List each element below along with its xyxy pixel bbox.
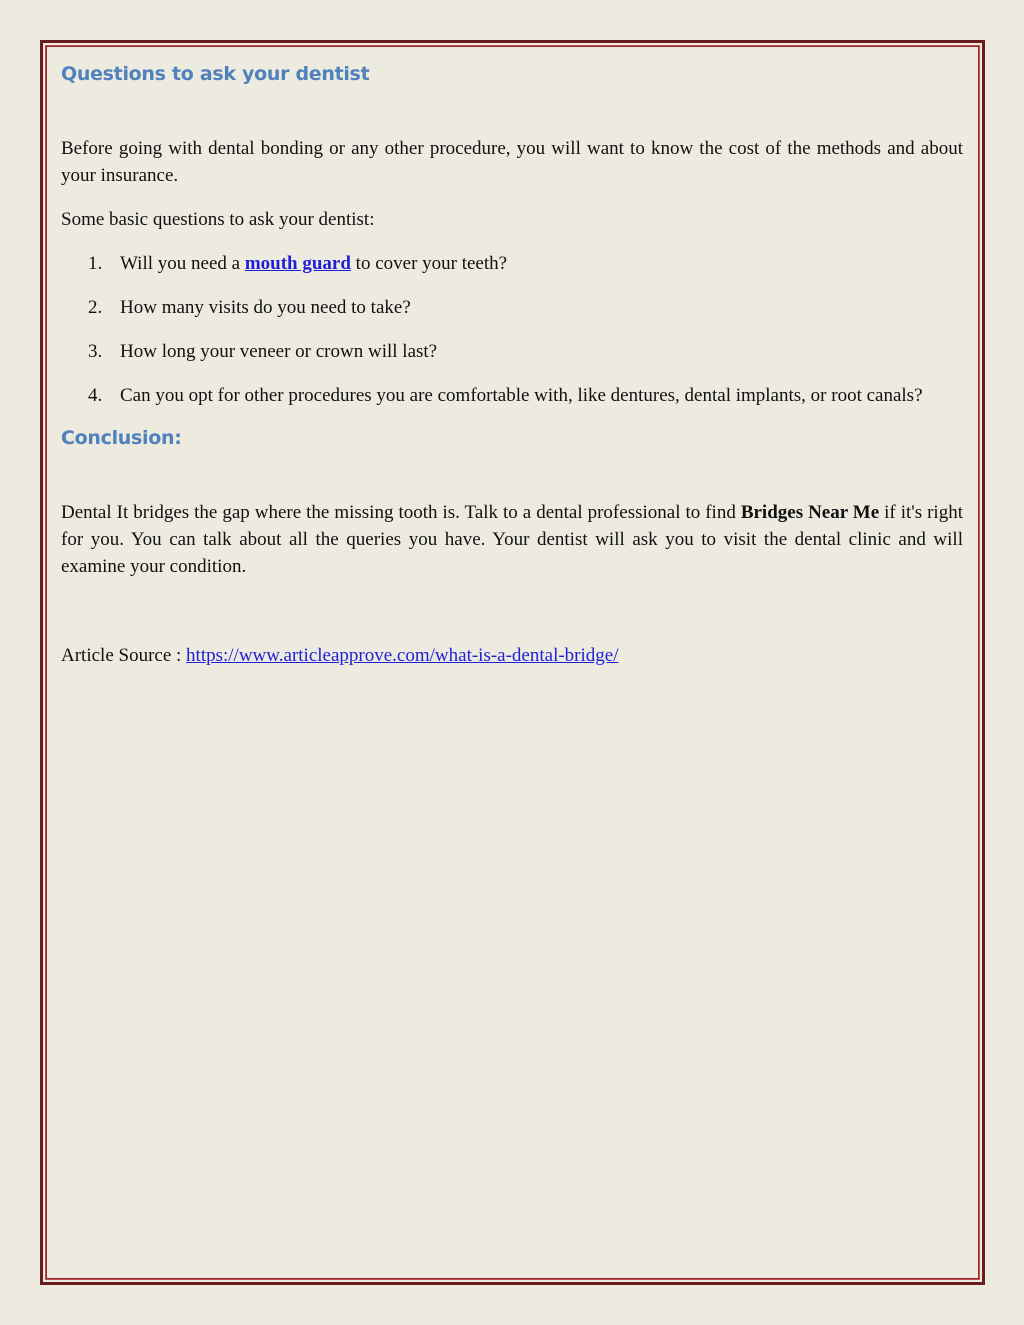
list-number: 3. bbox=[88, 341, 103, 362]
conclusion-heading: Conclusion: bbox=[61, 427, 182, 449]
list-number: 2. bbox=[88, 297, 103, 318]
conclusion-text-before: Dental It bridges the gap where the missing tooth is. Talk to a dental professional to find bbox=[61, 502, 741, 523]
article-source-label: Article Source : bbox=[61, 645, 187, 666]
article-source-link[interactable]: https://www.articleapprove.com/what-is-a-dental-bridge/ bbox=[186, 645, 619, 666]
list-text-after: to cover your teeth? bbox=[350, 253, 508, 274]
list-item bbox=[61, 338, 963, 365]
list-item bbox=[61, 294, 963, 321]
conclusion-text-after: if it's right for you. You can talk about all the queries you have. Your dentist will ask you to visit the dental clinic and will examine your condition. bbox=[61, 502, 963, 577]
list-number: 1. bbox=[88, 253, 103, 274]
questions-heading: Questions to ask your dentist bbox=[61, 63, 370, 85]
list-text: Can you opt for other procedures you are comfortable with, like dentures, dental implants, or root canals? bbox=[120, 385, 923, 406]
list-item bbox=[61, 250, 963, 277]
intro-paragraph: Before going with dental bonding or any other procedure, you will want to know the cost of the methods and about your insurance. bbox=[61, 138, 963, 186]
questions-lead: Some basic questions to ask your dentist: bbox=[61, 209, 375, 230]
article-source bbox=[61, 642, 963, 669]
list-item bbox=[61, 382, 963, 409]
bridges-near-me-keyword: Bridges Near Me bbox=[740, 502, 880, 523]
list-text: How many visits do you need to take? bbox=[120, 297, 411, 318]
mouth-guard-link[interactable]: mouth guard bbox=[244, 253, 351, 274]
list-text: How long your veneer or crown will last? bbox=[120, 341, 438, 362]
list-number: 4. bbox=[88, 385, 103, 406]
conclusion-paragraph bbox=[61, 499, 963, 580]
questions-list bbox=[61, 250, 963, 409]
list-text-before: Will you need a bbox=[120, 253, 245, 274]
document-content bbox=[61, 56, 963, 669]
